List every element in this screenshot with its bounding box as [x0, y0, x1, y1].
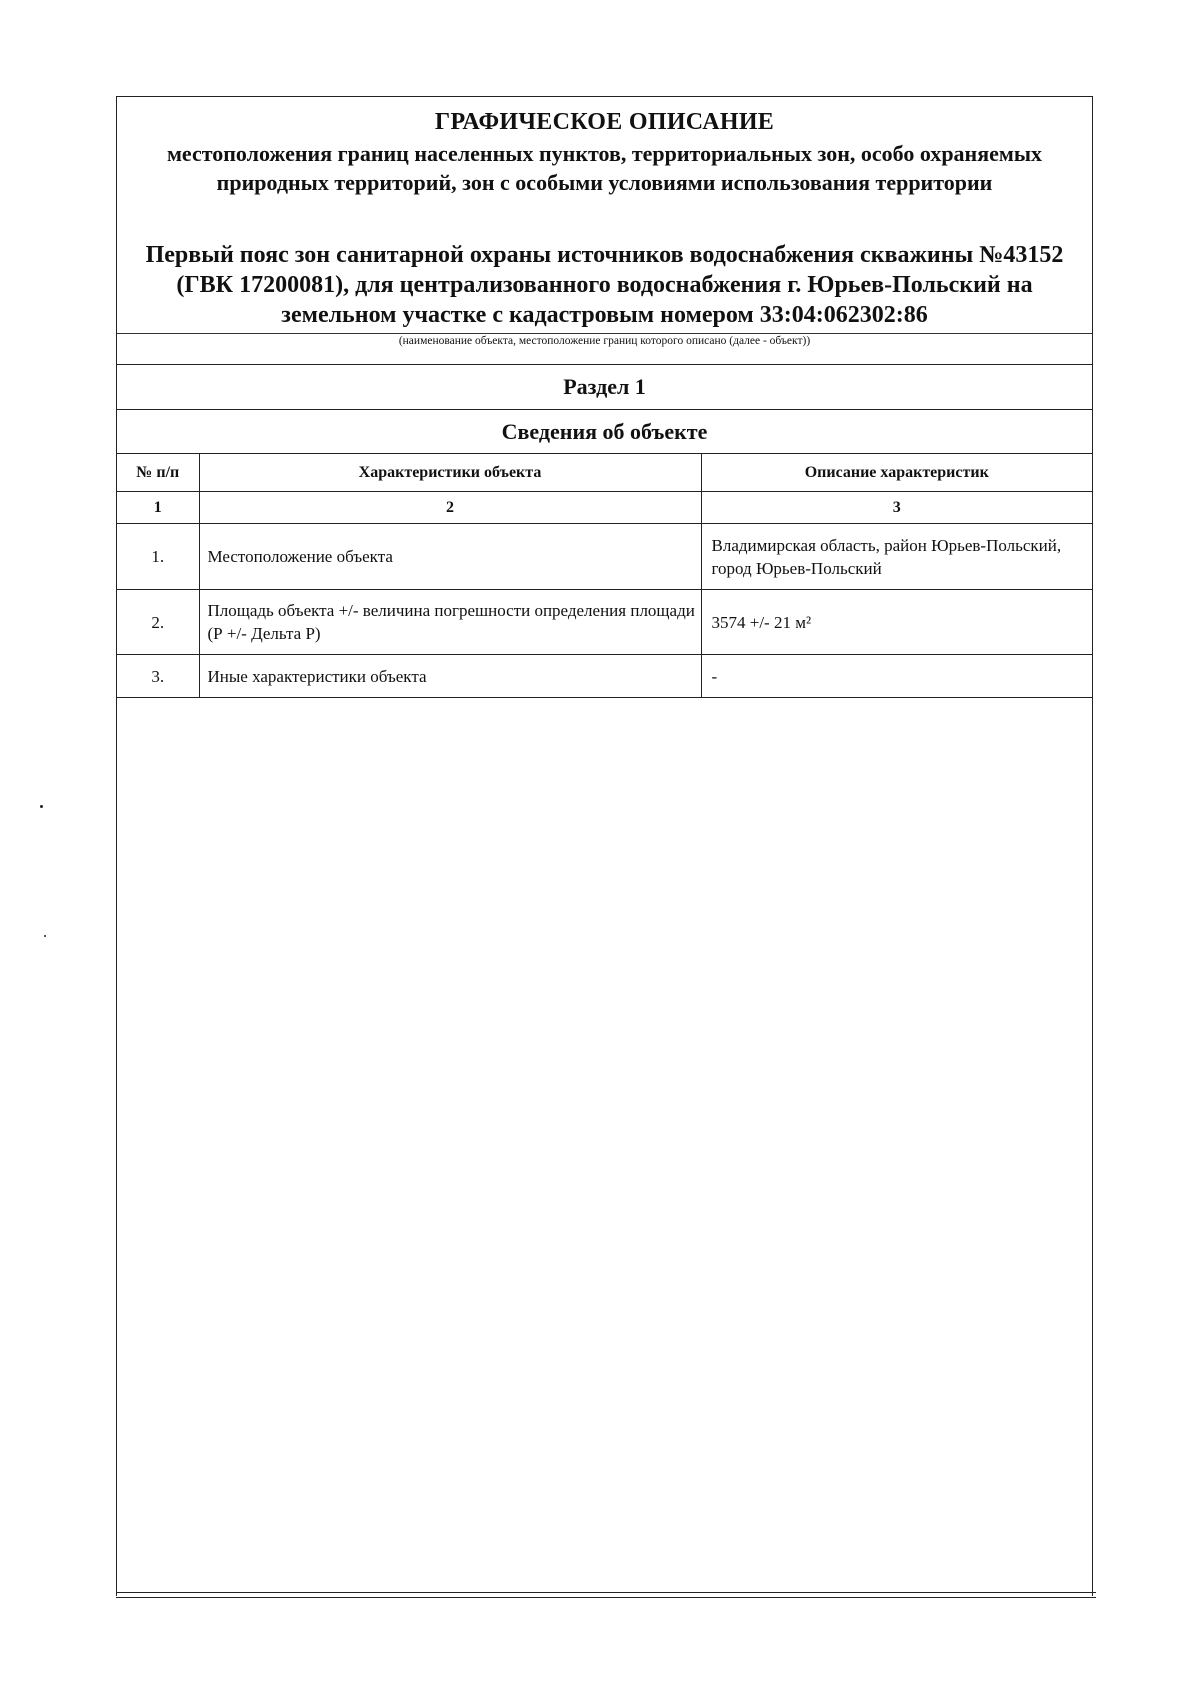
table-row: [117, 590, 1092, 655]
row-description: Владимирская область, район Юрьев-Польский, город Юрьев-Польский: [701, 524, 1092, 590]
row-description: 3574 +/- 21 м²: [701, 590, 1092, 655]
row-number: 2.: [117, 590, 199, 655]
document-header: [117, 97, 1092, 334]
table-row: [117, 524, 1092, 590]
section-subtitle: Сведения об объекте: [117, 410, 1092, 454]
header-number: № п/п: [117, 454, 199, 492]
header-characteristic: Характеристики объекта: [199, 454, 701, 492]
column-number-row: [117, 492, 1092, 524]
row-description: -: [701, 655, 1092, 698]
frame-bottom-line: [116, 1597, 1096, 1598]
table-row: [117, 655, 1092, 698]
column-number-1: 1: [117, 492, 199, 524]
row-characteristic: Иные характеристики объекта: [199, 655, 701, 698]
object-name: Первый пояс зон санитарной охраны источников водоснабжения скважины №43152 (ГВК 17200081), для централизованного водоснабжения г. Юрьев-Польский на земельном участке с кадастровым номером 33:04:062302:86: [145, 242, 1064, 328]
column-number-3: 3: [701, 492, 1092, 524]
row-characteristic: Площадь объекта +/- величина погрешности определения площади (Р +/- Дельта Р): [199, 590, 701, 655]
document-title: ГРАФИЧЕСКОЕ ОПИСАНИЕ: [434, 109, 775, 135]
section-title: Раздел 1: [117, 365, 1092, 410]
frame-bottom-line: [116, 1592, 1096, 1593]
object-name-caption: (наименование объекта, местоположение границ которого описано (далее - объект)): [117, 333, 1092, 365]
header-description: Описание характеристик: [701, 454, 1092, 492]
row-characteristic: Местоположение объекта: [199, 524, 701, 590]
scan-speck: [40, 805, 43, 808]
document-subtitle: местоположения границ населенных пунктов, территориальных зон, особо охраняемых природных территорий, зон с особыми условиями использования территории: [166, 141, 1043, 195]
column-number-2: 2: [199, 492, 701, 524]
row-number: 1.: [117, 524, 199, 590]
object-info-table: [117, 454, 1092, 698]
scan-speck: [44, 935, 46, 937]
table-header-row: [117, 454, 1092, 492]
row-number: 3.: [117, 655, 199, 698]
document-frame: [116, 96, 1093, 1596]
